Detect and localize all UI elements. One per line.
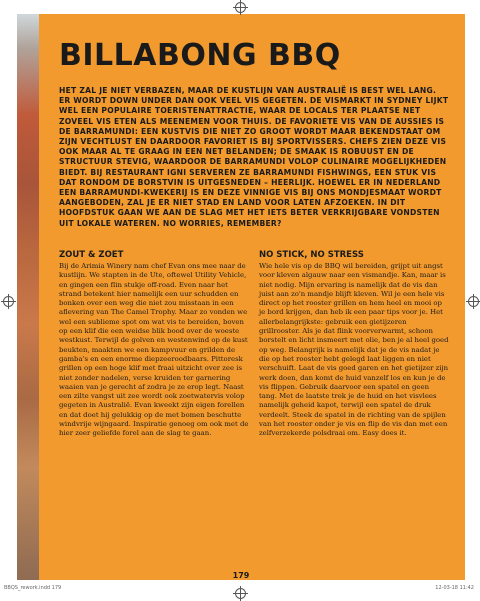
article-intro: HET ZAL JE NIET VERBAZEN, MAAR DE KUSTLIJN VAN AUSTRALIË IS BEST WEL LANG. ER WORDT DOWN UNDER DAN OOK VEEL VIS GEGETEN. DE VISMARKT IN SYDNEY LIJKT WEL EEN POPULAIRE TOERISTENATTRACTIE, WAAR DE LOCALS TER PLAATSE NET ZOVEEL VIS ETEN ALS MEENEMEN VOOR THUIS. DE FAVORIETE VIS VAN DE AUSSIES IS DE BARRAMUNDI: EEN KUSTVIS DIE NIET ZO GROOT WORDT MAAR BEKENDSTAAT OM ZIJN VECHTLUST EN DAARDOOR FAVORIET IS BIJ SPORTVISSERS. CHEFS ZIEN DEZE VIS OOK MAAR AL TE GRAAG IN EEN NET BELANDEN; DE SMAAK IS ROBUUST EN DE STRUCTUUR STEVIG, WAARDOOR DE BARRAMUNDI VOLOP CULINAIRE MOGELIJKHEDEN BIEDT. BIJ RESTAURANT IGNI SERVEREN ZE BARRAMUNDI FISHWINGS, EEN STUK VIS DAT RONDOM DE BORSTVIN IS UITGESNEDEN – HEERLIJK. HOEWEL ER IN NEDERLAND EEN BARRAMUNDI-KWEKERIJ IS EN DEZE VINNIGE VIS BIJ ONS MONDJESMAAT WORDT AANGEBODEN, ZAL JE ER NIET STAD EN LAND VOOR LATEN AFZOEKEN. IN DIT HOOFDSTUK GAAN WE AAN DE SLAG MET HET IETS BETER VERKRIJGBARE VONDSTEN UIT LOKALE WATEREN. NO WORRIES, REMEMBER? <box>59 86 449 228</box>
body-column-1 <box>59 250 249 439</box>
section-text-no-stick: Wie hele vis op de BBQ wil bereiden, grijpt uit angst voor kleven algauw naar een vismandje. Kan, maar is niet nodig. Mijn ervaring is namelijk dat de vis dan juist aan zo'n mandje blijft kleven. Wil je een hele vis direct op het rooster grillen en hem heel en mooi op je bord krijgen, dan heb ik een paar tips voor je. Het allerbelangrijkste: gebruik een gietijzeren grillrooster. Als je dat flink voorverwarmt, schoon borstelt en licht insmeert met olie, ben je al heel goed op weg. Belangrijk is namelijk dat je de vis nadat je die op het rooster hebt gelegd laat liggen en niet verschuift. Laat de vis goed garen en het gietijzer zijn werk doen, dan komt de huid vanzelf los en kun je de vis flippen. Gebruik daarvoor een spatel en geen tang. Met de laatste trek je de huid en het visvlees namelijk geheid kapot, terwijl een spatel de druk verdeelt. Steek de spatel in de richting van de spijlen van het rooster onder je vis en flip de vis dan met een zelfverzekerde polsdraai om. Easy does it. <box>259 262 449 438</box>
article-body <box>59 250 449 439</box>
print-slug-right: 12-03-18 11:42 <box>435 585 474 591</box>
registration-mark-left <box>3 296 14 307</box>
registration-mark-top <box>235 2 246 13</box>
magazine-page <box>17 14 465 580</box>
page-number: 179 <box>232 571 250 580</box>
print-slug-left: BBQS_rework.indd 179 <box>4 585 62 591</box>
section-text-zout-zoet: Bij de Arimia Winery nam chef Evan ons mee naar de kustlijn. We stapten in de Ute, oftewel Utility Vehicle, en gingen een flin stukje off-road. Even naar het strand betekent hier namelijk een uur schudden en bonken over een weg die niet zou misstaan in een aflevering van The Camel Trophy. Maar zo vonden we wel een sublieme spot om wat vis te bereiden, boven op een klif die een weidse blik bood over de woeste westkust. Terwijl de golven en westenwind op de kust beukten, maakten we een kampvuur en grilden de gamba's en een enorme diepzeeroodbaars. Pittoresk grillen op een hoge klif met fraai uitzicht over zee is niet zonder nadelen, verse kruiden ter garnering waaien van je gerecht af zodra je ze erop legt. Naast een zilte vangst uit zee wordt ook zoetwatervis volop gegeten in Australië. Evan kweekt zijn eigen forellen en dat doet hij gelukkig op de met bomen beschutte windvrije wijngaard. Inspiratie genoeg om ook met de hier zeer geliefde forel aan de slag te gaan. <box>59 262 249 438</box>
section-heading-zout-zoet: ZOUT & ZOET <box>59 250 124 260</box>
registration-mark-right <box>468 296 479 307</box>
article-title: BILLABONG BBQ <box>59 38 341 73</box>
body-column-2 <box>259 250 449 439</box>
cover-photo-strip <box>17 14 39 580</box>
registration-mark-bottom <box>235 588 246 599</box>
section-heading-no-stick: NO STICK, NO STRESS <box>259 250 364 260</box>
